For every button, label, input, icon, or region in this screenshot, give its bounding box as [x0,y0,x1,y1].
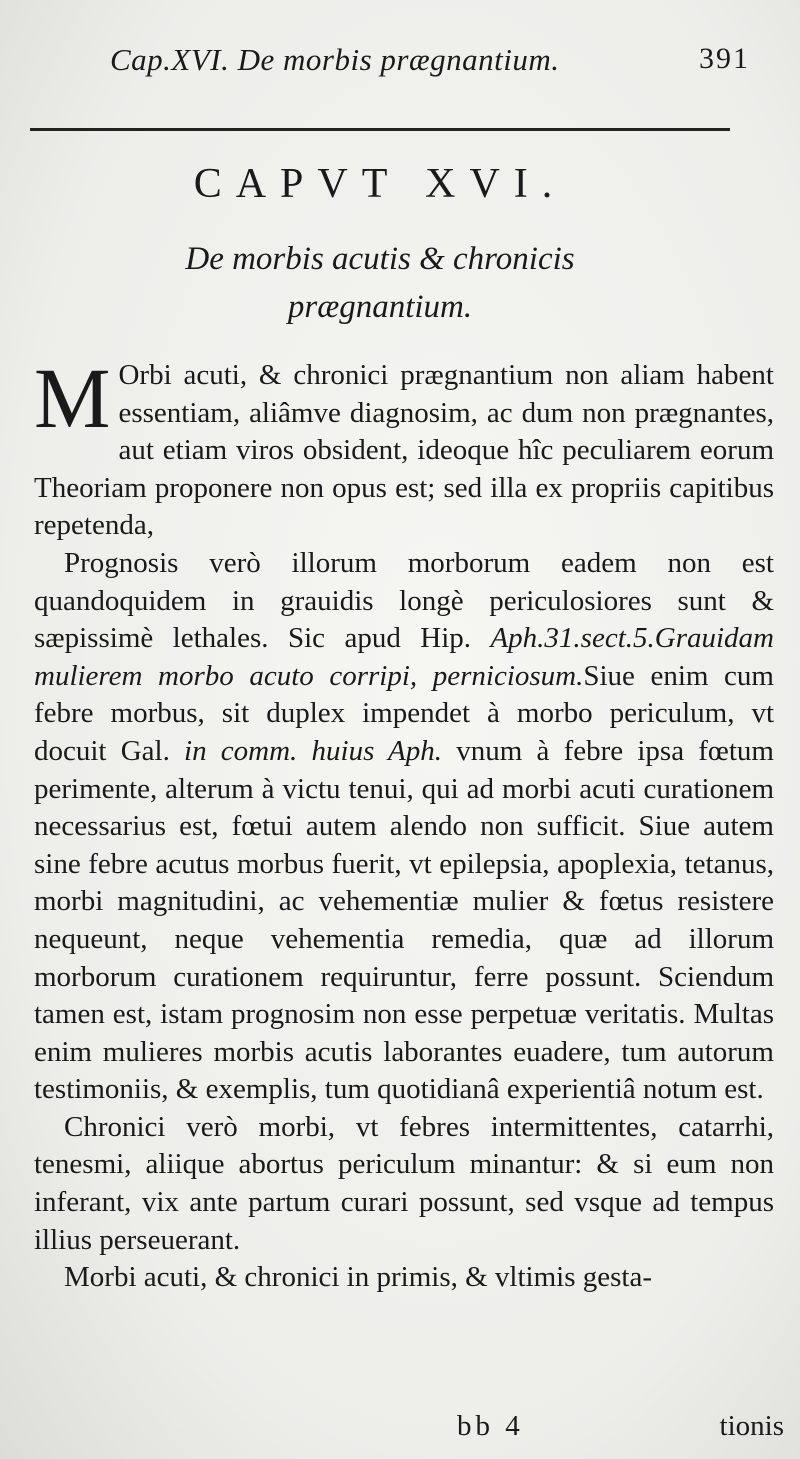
paragraph-3: Chronici verò morbi, vt febres intermittentes, catarrhi, tenesmi, aliique abortus periculum minantur: & si eum non inferant, vix ante partum curari possunt, sed vsque ad tempus illius perseuerant. [34,1110,774,1256]
paragraph-2-part-c: Siue enim cum febre morbus, sit duplex impendet à morbo periculum, vt docuit Gal. [34,659,774,767]
paragraph-4: Morbi acuti, & chronici in primis, & vltimis gesta- [64,1261,652,1294]
paragraph-1-text: Orbi acuti, & chronici prægnantium non aliam habent essentiam, aliâmve diagnosim, ac dum non prægnantes, aut etiam viros obsident, ideoque hîc peculiarem eorum Theoriam proponere non opus est; sed illa ex propriis capitibus repetenda, [34,359,774,542]
drop-cap: M [34,350,111,446]
subtitle-line-1: De morbis acutis & chronicis [185,241,575,277]
running-header [110,42,760,82]
header-rule [30,128,730,131]
page-number: 391 [699,42,750,75]
chapter-title: CAPVT XVI. [193,161,567,207]
body-text [34,350,774,1297]
chapter-subtitle [90,235,670,331]
running-title: Cap.XVI. De morbis prægnantium. [110,42,560,77]
paragraph-2-part-e: vnum à febre ipsa fœtum perimente, alterum à victu tenui, qui ad morbi acuti curationem necessarius est, fœtui autem alendo non sufficit. Siue autem sine febre acutus morbus fuerit, vt epilepsia, apoplexia, tetanus, morbi magnitudini, ac vehementiæ mulier & fœtus resistere nequeunt, neque vehementia remedia, quæ ad illorum morborum curationem requiruntur, ferre possunt. Sciendum tamen est, istam prognosim non esse perpetuæ veritatis. Multas enim mulieres morbis acutis laborantes euadere, tum autorum testimoniis, & exemplis, tum quotidianâ experientiâ notum est. [34,734,774,1106]
paragraph-2 [34,545,774,1109]
paragraph-2-part-a: Prognosis verò illorum morborum eadem non est quandoquidem in grauidis longè periculosiores sunt & sæpissimè lethales. Sic apud Hip. [34,546,774,655]
paragraph-1 [34,350,774,545]
aphorism-citation: Aph.31.sect.5.Grauidam mulierem morbo acuto corripi, perniciosum. [34,622,774,692]
catchword: tionis [719,1410,784,1442]
galen-citation: in comm. huius Aph. [184,734,443,767]
subtitle-line-2: prægnantium. [287,289,473,325]
signature-mark: bb 4 [457,1410,524,1442]
